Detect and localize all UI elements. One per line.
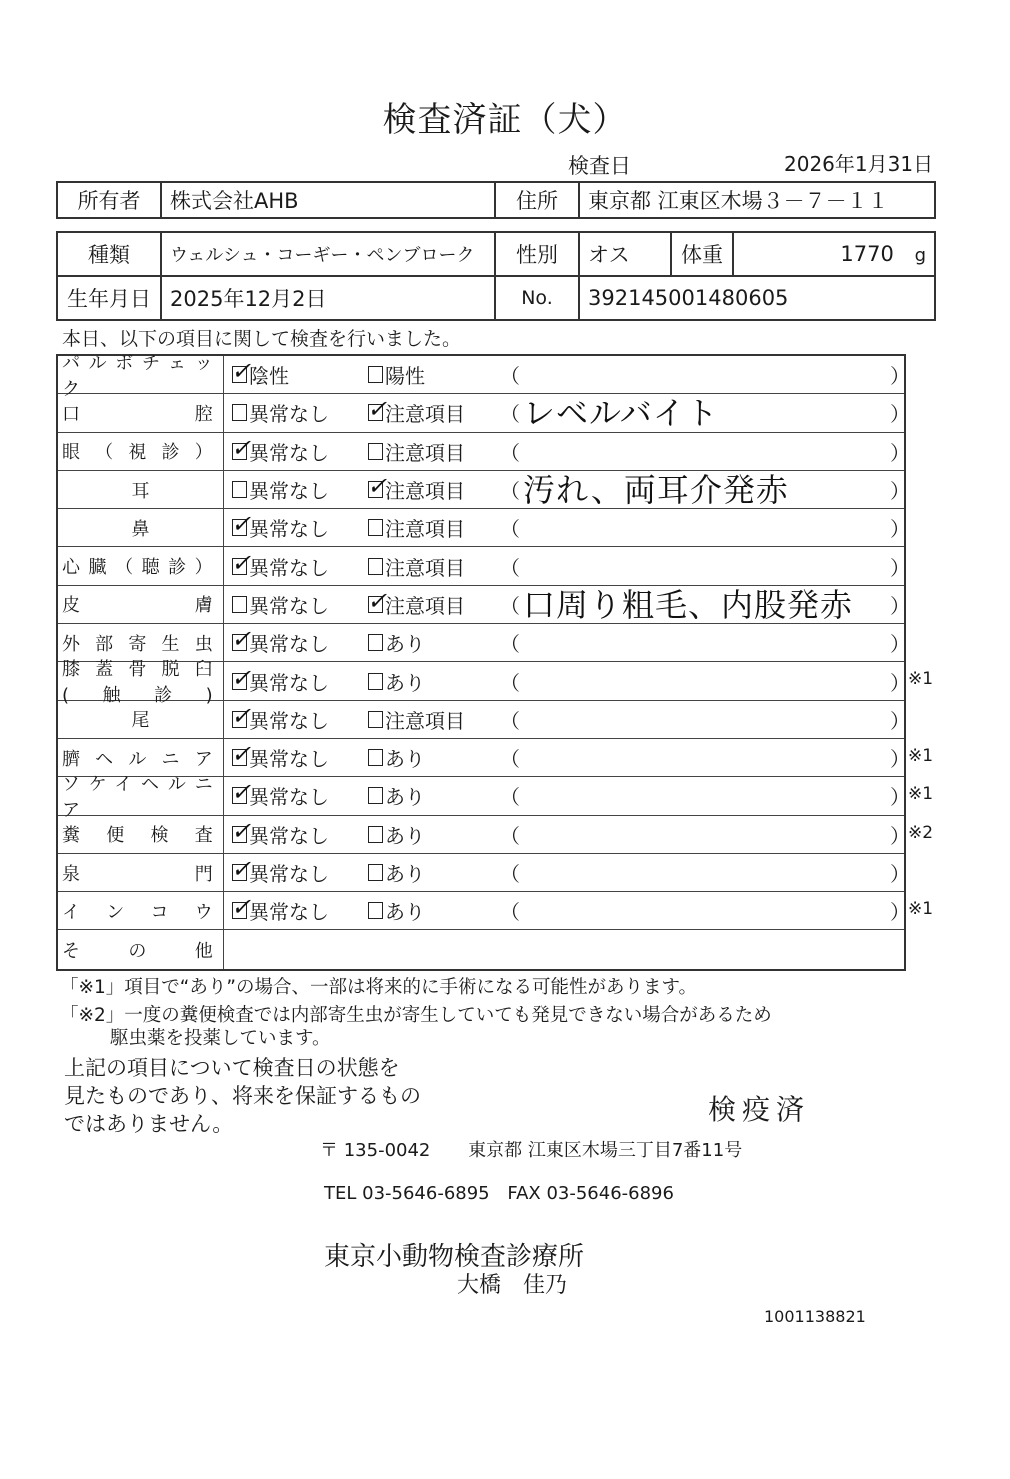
footnote-marker: ※1 <box>908 669 934 690</box>
checklist-category <box>58 394 224 431</box>
animal-table <box>56 231 936 321</box>
note-paren-open: （ <box>500 670 520 695</box>
disclaimer-line-1: 上記の項目について検査日の状態を <box>64 1056 400 1080</box>
note-paren-close: ） <box>890 440 910 465</box>
note-paren-open: （ <box>500 785 520 810</box>
category-label: パルボチェック <box>62 352 219 400</box>
check-mark-icon: ✓ <box>231 510 252 539</box>
checklist-row <box>58 509 910 547</box>
check-mark-icon: ✓ <box>367 395 388 424</box>
checklist-option-1[interactable] <box>232 509 329 546</box>
weight-unit: g <box>914 245 926 266</box>
checklist-row <box>58 892 910 930</box>
category-label: 臍ヘルニア <box>62 748 219 770</box>
checklist-option-1[interactable] <box>232 471 329 508</box>
checkbox[interactable] <box>368 673 383 690</box>
checklist-category <box>58 471 224 508</box>
option-label: あり <box>385 862 425 886</box>
checkbox[interactable] <box>231 740 252 769</box>
veterinarian-name: 大橋 佳乃 <box>457 1273 568 1298</box>
disclaimer <box>64 1054 421 1138</box>
checklist-category <box>58 701 224 738</box>
checklist-option-1[interactable] <box>232 701 329 738</box>
checklist-category <box>58 352 224 400</box>
checklist-row <box>58 854 910 892</box>
checkbox[interactable] <box>368 749 383 766</box>
note-paren-open: （ <box>500 823 520 848</box>
checkbox[interactable] <box>232 481 247 498</box>
note-paren-open: （ <box>500 593 520 618</box>
checklist-row <box>58 470 910 509</box>
option-label: 異常なし <box>249 785 329 810</box>
owner-label: 所有者 <box>57 182 161 218</box>
option-label: 異常なし <box>249 555 329 580</box>
check-mark-icon: ✓ <box>231 663 252 692</box>
checkbox[interactable] <box>231 701 252 730</box>
checklist-option-2[interactable] <box>368 816 425 853</box>
address-label: 住所 <box>495 182 579 218</box>
address-value: 東京都 江東区木場３－７－１１ <box>579 182 935 218</box>
checkbox[interactable] <box>368 443 383 460</box>
option-label: 異常なし <box>249 517 329 542</box>
checkbox[interactable] <box>231 778 252 807</box>
note-paren-open: （ <box>500 479 520 504</box>
note-paren-close: ） <box>890 900 910 925</box>
checkbox[interactable] <box>231 663 252 692</box>
checklist-option-1[interactable] <box>232 356 289 393</box>
option-label: 異常なし <box>249 632 329 657</box>
handwritten-note: レベルバイト <box>523 394 719 433</box>
dob-value: 2025年12月2日 <box>161 276 495 320</box>
option-label: あり <box>385 900 425 925</box>
checklist-option-2[interactable] <box>368 586 465 623</box>
note-paren-open: （ <box>500 862 520 886</box>
clinic-postal: 〒 135-0042 <box>320 1140 431 1161</box>
checklist-category <box>58 509 224 546</box>
checklist-category <box>58 854 224 891</box>
checklist-option-1[interactable] <box>232 586 329 623</box>
check-mark-icon: ✓ <box>367 472 388 501</box>
checklist-option-1[interactable] <box>232 394 329 431</box>
no-value: 392145001480605 <box>579 276 935 320</box>
option-label: 異常なし <box>249 823 329 848</box>
checklist-category <box>58 816 224 853</box>
category-label: インコウ <box>62 901 219 923</box>
footnote-marker: ※1 <box>908 746 934 766</box>
option-label: 異常なし <box>249 862 329 886</box>
note-paren-open: （ <box>500 517 520 542</box>
checklist-option-1[interactable] <box>232 892 329 929</box>
checklist-option-2[interactable] <box>368 854 425 891</box>
note-paren-open: （ <box>500 747 520 772</box>
option-label: 注意項目 <box>385 555 465 580</box>
note-paren-close: ） <box>890 670 910 695</box>
checkbox[interactable] <box>231 625 252 654</box>
disclaimer-line-3: ではありません。 <box>64 1112 234 1136</box>
footnote-marker: ※1 <box>908 899 934 920</box>
checklist-category <box>58 433 224 470</box>
category-label: 眼（視診） <box>62 442 219 464</box>
checkbox[interactable] <box>368 366 383 383</box>
note-paren-close: ） <box>890 632 910 657</box>
sex-value: オス <box>579 232 671 276</box>
checkbox[interactable] <box>368 826 383 843</box>
note-paren-close: ） <box>890 823 910 848</box>
checklist-category <box>58 892 224 929</box>
owner-value: 株式会社AHB <box>161 182 495 218</box>
footnote-marker: ※1 <box>908 784 934 805</box>
check-mark-icon: ✓ <box>231 855 252 883</box>
checkbox[interactable] <box>231 548 252 577</box>
note-paren-close: ） <box>890 747 910 772</box>
checklist-option-1[interactable] <box>232 547 329 584</box>
option-label: 注意項目 <box>385 593 465 618</box>
checklist-row <box>58 701 910 739</box>
checkbox[interactable] <box>232 404 247 421</box>
category-label: ソケイヘルニア <box>62 773 219 821</box>
check-mark-icon: ✓ <box>231 357 252 386</box>
check-mark-icon: ✓ <box>231 548 252 577</box>
option-label: 異常なし <box>249 747 329 772</box>
checklist-option-2[interactable] <box>368 433 465 470</box>
clinic-tel: TEL 03-5646-6895 <box>324 1183 490 1204</box>
clinic-address-line <box>320 1136 742 1162</box>
note-paren-close: ） <box>890 708 910 733</box>
note-paren-open: （ <box>500 440 520 465</box>
checklist-option-1[interactable] <box>232 739 329 776</box>
sex-label: 性別 <box>495 232 579 276</box>
checkbox[interactable] <box>367 395 388 424</box>
option-label: 異常なし <box>249 900 329 925</box>
owner-table <box>56 181 936 219</box>
checkbox[interactable] <box>231 357 252 386</box>
category-label: 泉門 <box>62 863 219 885</box>
weight-value: 1770 <box>840 242 894 266</box>
intro-text: 本日、以下の項目に関して検査を行いました。 <box>62 328 462 350</box>
checkbox[interactable] <box>231 816 252 845</box>
check-mark-icon: ✓ <box>231 893 252 922</box>
note-paren-open: （ <box>500 364 520 389</box>
checkbox[interactable] <box>231 433 252 462</box>
option-label: 異常なし <box>249 593 329 618</box>
inspection-date-label: 検査日 <box>568 154 631 178</box>
checkbox[interactable] <box>368 902 383 919</box>
note-paren-close: ） <box>890 593 910 618</box>
note-paren-close: ） <box>890 364 910 389</box>
checklist-option-2[interactable] <box>368 509 465 546</box>
option-label: あり <box>385 747 425 772</box>
breed-value: ウェルシュ・コーギー・ペンブローク <box>161 232 495 276</box>
option-label: 異常なし <box>249 402 329 427</box>
note-paren-close: ） <box>890 479 910 504</box>
category-label: 口腔 <box>62 403 219 425</box>
check-mark-icon: ✓ <box>231 816 252 845</box>
dob-label: 生年月日 <box>57 276 161 320</box>
weight-cell <box>733 232 935 276</box>
note-paren-close: ） <box>890 517 910 542</box>
inspection-date: 2026年1月31日 <box>784 152 934 176</box>
option-label: あり <box>385 823 425 848</box>
weight-label: 体重 <box>671 232 733 276</box>
note-paren-open: （ <box>500 708 520 733</box>
option-label: 異常なし <box>249 708 329 733</box>
checklist-option-2[interactable] <box>368 471 465 508</box>
checkbox[interactable] <box>368 519 383 536</box>
category-label: 外部寄生虫 <box>62 633 219 655</box>
checklist-option-2[interactable] <box>368 356 425 393</box>
option-label: 注意項目 <box>385 440 465 465</box>
check-mark-icon: ✓ <box>367 586 388 615</box>
note-paren-close: ） <box>890 785 910 810</box>
no-label: No. <box>495 276 579 320</box>
note-paren-open: （ <box>500 632 520 657</box>
footnote-1: 「※1」項目で“あり”の場合、一部は将来的に手術になる可能性があります。 <box>60 977 697 998</box>
option-label: 異常なし <box>249 440 329 465</box>
checklist-category <box>58 930 224 968</box>
option-label: 異常なし <box>249 479 329 504</box>
footnote-marker: ※2 <box>908 822 934 843</box>
clinic-contact <box>324 1183 674 1204</box>
option-label: 注意項目 <box>385 517 465 542</box>
checklist-option-1[interactable] <box>232 433 329 470</box>
checklist-option-2[interactable] <box>368 547 465 584</box>
checkbox[interactable] <box>368 558 383 575</box>
note-paren-open: （ <box>500 900 520 925</box>
checkbox[interactable] <box>231 855 252 883</box>
check-mark-icon: ✓ <box>231 740 252 769</box>
checklist-option-2[interactable] <box>368 394 465 431</box>
checkbox[interactable] <box>368 787 383 804</box>
checklist-category <box>58 547 224 584</box>
checklist-option-1[interactable] <box>232 854 329 891</box>
quarantine-stamp: 検疫済 <box>708 1093 811 1126</box>
note-paren-open: （ <box>500 402 520 427</box>
check-mark-icon: ✓ <box>231 433 252 462</box>
option-label: 異常なし <box>249 670 329 695</box>
checklist-table <box>56 352 910 971</box>
option-label: 注意項目 <box>385 708 465 733</box>
check-mark-icon: ✓ <box>231 625 252 654</box>
checklist-category <box>58 773 224 821</box>
handwritten-note: 口周り粗毛、内股発赤 <box>523 585 854 624</box>
checklist-row <box>58 930 904 968</box>
checklist-option-2[interactable] <box>368 662 425 699</box>
clinic-name: 東京小動物検査診療所 <box>324 1242 585 1272</box>
category-label: 糞便検査 <box>62 825 219 847</box>
note-paren-close: ） <box>890 862 910 886</box>
checklist-option-1[interactable] <box>232 624 329 661</box>
checklist-row <box>58 394 910 433</box>
checklist-option-2[interactable] <box>368 777 425 814</box>
option-label: 注意項目 <box>385 402 465 427</box>
checkbox[interactable] <box>368 711 383 728</box>
checklist-option-2[interactable] <box>368 701 465 738</box>
checklist-row <box>58 585 910 624</box>
note-paren-close: ） <box>890 402 910 427</box>
category-label: 膝蓋骨脱臼(触診) <box>62 659 219 707</box>
checklist-option-2[interactable] <box>368 624 425 661</box>
category-label: 耳 <box>131 480 150 502</box>
footnote-2: 「※2」一度の糞便検査では内部寄生虫が寄生していても発見できない場合があるため <box>60 1005 772 1026</box>
checklist-option-2[interactable] <box>368 892 425 929</box>
footnote-2-cont: 駆虫薬を投薬しています。 <box>110 1028 331 1049</box>
checkbox[interactable] <box>231 510 252 539</box>
disclaimer-line-2: 見たものであり、将来を保証するもの <box>64 1084 421 1108</box>
checklist-option-2[interactable] <box>368 739 425 776</box>
check-mark-icon: ✓ <box>231 701 252 730</box>
checkbox[interactable] <box>368 634 383 651</box>
handwritten-note: 汚れ、両耳介発赤 <box>523 470 789 509</box>
serial-number: 1001138821 <box>764 1307 866 1326</box>
checklist-option-1[interactable] <box>232 662 329 699</box>
checkbox[interactable] <box>367 472 388 501</box>
checklist-category <box>58 659 224 707</box>
clinic-address: 東京都 江東区木場三丁目7番11号 <box>468 1140 743 1161</box>
checkbox[interactable] <box>368 864 383 881</box>
note-paren-open: （ <box>500 555 520 580</box>
option-label: あり <box>385 632 425 657</box>
checkbox[interactable] <box>231 893 252 922</box>
checklist-row <box>58 816 910 854</box>
option-label: 注意項目 <box>385 479 465 504</box>
checkbox[interactable] <box>232 596 247 613</box>
document-title: 検査済証（犬） <box>382 100 628 140</box>
option-label: あり <box>385 785 425 810</box>
checklist-row <box>58 659 910 707</box>
checklist-category <box>58 586 224 623</box>
checklist-row <box>58 773 910 821</box>
option-label: 陰性 <box>249 364 289 389</box>
category-label: 尾 <box>131 710 150 732</box>
category-label: 鼻 <box>131 518 150 540</box>
option-label: あり <box>385 670 425 695</box>
checklist-option-1[interactable] <box>232 777 329 814</box>
category-label: 皮膚 <box>62 595 219 617</box>
option-label: 陽性 <box>385 364 425 389</box>
checklist-option-1[interactable] <box>232 816 329 853</box>
clinic-fax: FAX 03-5646-6896 <box>507 1183 674 1204</box>
note-paren-close: ） <box>890 555 910 580</box>
breed-label: 種類 <box>57 232 161 276</box>
category-label: 心臓（聴診） <box>62 557 219 579</box>
category-label: その他 <box>62 940 219 962</box>
checklist-row <box>58 352 910 400</box>
checkbox[interactable] <box>367 586 388 615</box>
check-mark-icon: ✓ <box>231 778 252 807</box>
